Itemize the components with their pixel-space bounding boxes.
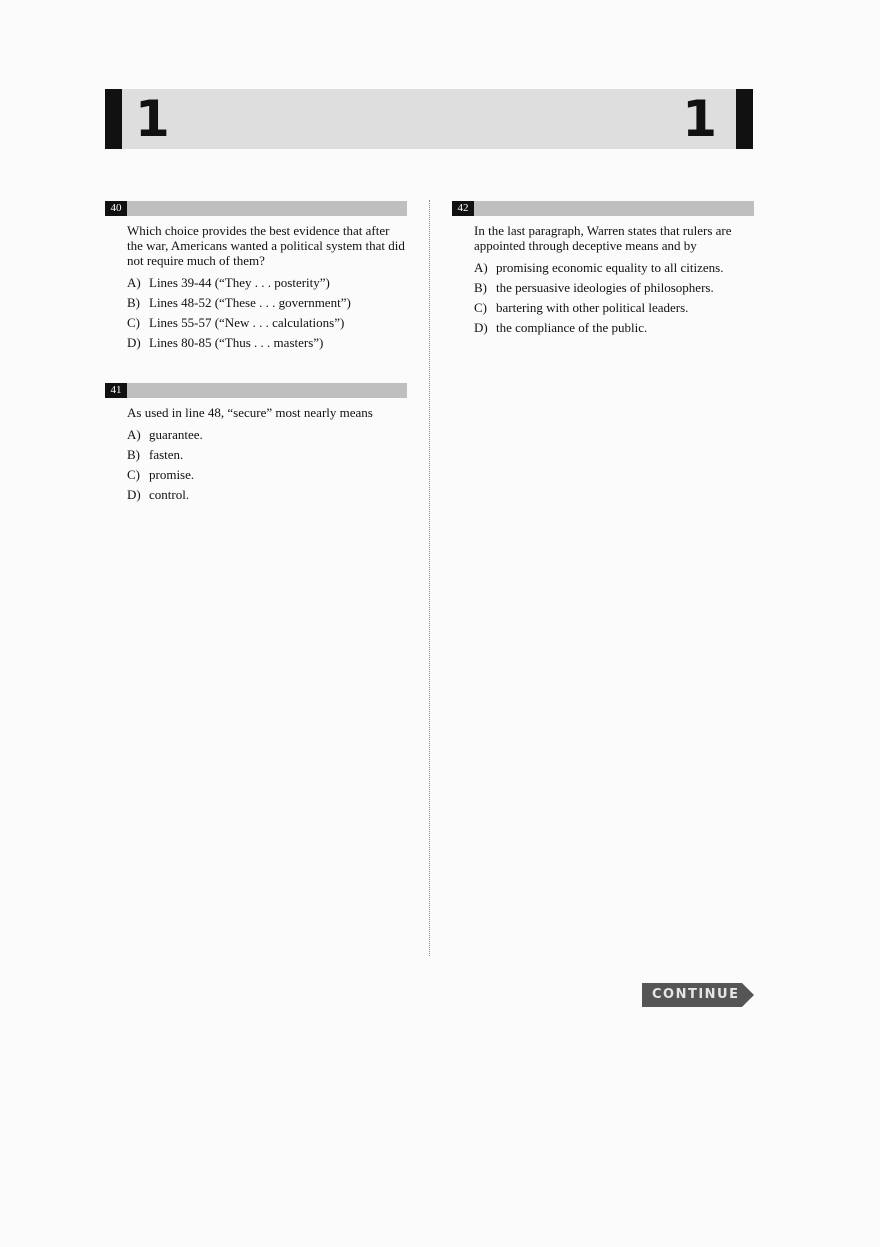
question-stem: Which choice provides the best evidence that after the war, Americans wanted a political system that did not require much of them? [127, 223, 405, 268]
choice-letter: D) [474, 320, 488, 335]
choice-c[interactable] [127, 467, 407, 482]
question-number: 40 [105, 201, 127, 216]
choice-a[interactable] [127, 427, 407, 442]
choice-letter: B) [127, 295, 140, 310]
section-header-band [105, 89, 753, 149]
continue-indicator [642, 983, 754, 1007]
section-number-right: 1 [682, 90, 717, 148]
choice-text: the persuasive ideologies of philosophers. [496, 280, 714, 295]
answer-choices [474, 260, 754, 335]
choice-b[interactable] [127, 295, 407, 310]
choice-text: control. [149, 487, 190, 502]
choice-letter: D) [127, 487, 141, 502]
question-number: 42 [452, 201, 474, 216]
question-42 [452, 201, 754, 340]
choice-text: Lines 48-52 (“These . . . government”) [149, 295, 351, 310]
answer-choices [127, 427, 407, 502]
choice-text: bartering with other political leaders. [496, 300, 689, 315]
choice-b[interactable] [474, 280, 754, 295]
choice-c[interactable] [127, 315, 407, 330]
choice-letter: C) [474, 300, 487, 315]
choice-text: promising economic equality to all citizens. [496, 260, 724, 275]
choice-d[interactable] [127, 487, 407, 502]
question-header [105, 383, 407, 398]
section-number-left: 1 [135, 90, 170, 148]
choice-a[interactable] [127, 275, 407, 290]
question-number: 41 [105, 383, 127, 398]
question-40 [105, 201, 407, 355]
column-divider [429, 200, 430, 956]
continue-label: CONTINUE [652, 987, 740, 1002]
choice-letter: A) [127, 427, 141, 442]
choice-a[interactable] [474, 260, 754, 275]
choice-text: the compliance of the public. [496, 320, 648, 335]
question-header [105, 201, 407, 216]
choice-text: Lines 39-44 (“They . . . posterity”) [149, 275, 330, 290]
answer-choices [127, 275, 407, 350]
choice-letter: B) [474, 280, 487, 295]
choice-text: Lines 55-57 (“New . . . calculations”) [149, 315, 345, 330]
choice-text: fasten. [149, 447, 184, 462]
choice-b[interactable] [127, 447, 407, 462]
section-bar-left [105, 89, 122, 149]
choice-text: promise. [149, 467, 195, 482]
question-41 [105, 383, 407, 507]
question-header [452, 201, 754, 216]
choice-c[interactable] [474, 300, 754, 315]
choice-letter: B) [127, 447, 140, 462]
choice-d[interactable] [474, 320, 754, 335]
choice-letter: C) [127, 467, 140, 482]
choice-letter: D) [127, 335, 141, 350]
choice-text: Lines 80-85 (“Thus . . . masters”) [149, 335, 324, 350]
question-stem: As used in line 48, “secure” most nearly means [127, 405, 373, 420]
choice-d[interactable] [127, 335, 407, 350]
question-stem: In the last paragraph, Warren states that rulers are appointed through deceptive means and by [474, 223, 732, 253]
choice-letter: C) [127, 315, 140, 330]
choice-text: guarantee. [149, 427, 203, 442]
choice-letter: A) [474, 260, 488, 275]
section-bar-right [736, 89, 753, 149]
choice-letter: A) [127, 275, 141, 290]
